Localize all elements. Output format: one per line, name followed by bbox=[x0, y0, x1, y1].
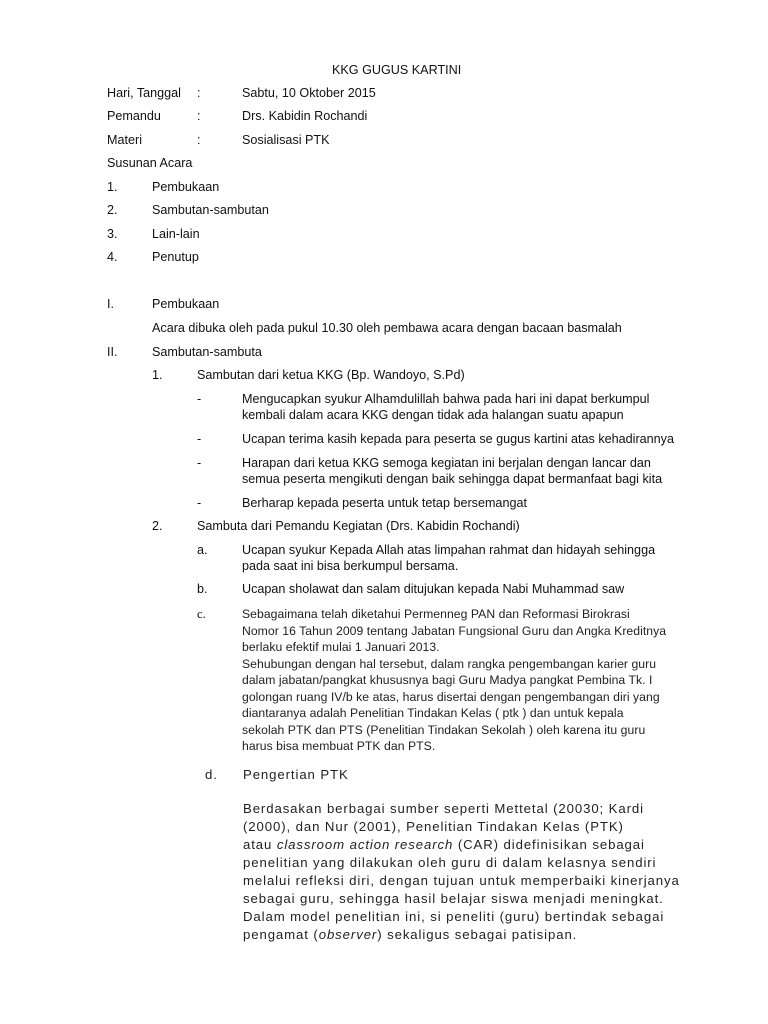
bullet-dash: - bbox=[197, 456, 202, 470]
item-d-line: sebagai guru, sehingga hasil belajar siswa menjadi meningkat. bbox=[243, 891, 664, 906]
item-d-title: Pengertian PTK bbox=[243, 767, 349, 782]
bullet-line: kembali dalam acara KKG dengan tidak ada halangan suatu apapun bbox=[242, 408, 624, 422]
item-d-mark: d. bbox=[205, 767, 218, 782]
item-a-line: pada saat ini bisa berkumpul bersama. bbox=[242, 559, 459, 573]
item-d-line: Dalam model penelitian ini, si peneliti (guru) bertindak sebagai bbox=[243, 909, 665, 924]
pemandu-colon: : bbox=[197, 109, 201, 123]
hari-colon: : bbox=[197, 86, 201, 100]
bullet-dash: - bbox=[197, 432, 202, 446]
item-a-mark: a. bbox=[197, 543, 208, 557]
item-c-mark: c. bbox=[197, 607, 206, 621]
car-term: classroom action research bbox=[276, 837, 454, 852]
bullet-line: Ucapan terima kasih kepada para peserta se gugus kartini atas kehadirannya bbox=[242, 432, 674, 446]
bullet-line: Mengucapkan syukur Alhamdulillah bahwa pada hari ini dapat berkumpul bbox=[242, 392, 650, 406]
item-c-line: dalam jabatan/pangkat khususnya bagi Guru Madya pangkat Pembina Tk. I bbox=[242, 673, 653, 687]
sub-1-number: 1. bbox=[152, 368, 163, 382]
bullet-dash: - bbox=[197, 496, 202, 510]
bullet-line: semua peserta mengikuti dengan baik sehingga dapat bermanfaat bagi kita bbox=[242, 472, 663, 486]
susunan-heading: Susunan Acara bbox=[107, 156, 193, 170]
item-d-line: penelitian yang dilakukan oleh guru di dalam kelasnya sendiri bbox=[243, 855, 657, 870]
pemandu-label: Pemandu bbox=[107, 109, 161, 123]
item-a-line: Ucapan syukur Kepada Allah atas limpahan rahmat dan hidayah sehingga bbox=[242, 543, 656, 557]
document-title: KKG GUGUS KARTINI bbox=[332, 63, 462, 77]
bullet-dash: - bbox=[197, 392, 202, 406]
hari-label: Hari, Tanggal bbox=[107, 86, 181, 100]
sub-2-title: Sambuta dari Pemandu Kegiatan (Drs. Kabidin Rochandi) bbox=[197, 519, 520, 533]
observer-term: observer bbox=[318, 927, 378, 942]
item-d-line: melalui refleksi diri, dengan tujuan untuk memperbaiki kinerjanya bbox=[243, 873, 680, 888]
item-c-line: harus bisa membuat PTK dan PTS. bbox=[242, 739, 436, 753]
item-c-line: Sebagaimana telah diketahui Permenneg PAN dan Reformasi Birokrasi bbox=[242, 607, 630, 621]
susunan-item-text: Pembukaan bbox=[152, 180, 220, 194]
section-1-text: Acara dibuka oleh pada pukul 10.30 oleh pembawa acara dengan bacaan basmalah bbox=[152, 321, 622, 335]
item-c-line: sekolah PTK dan PTS (Penelitian Tindakan Sekolah ) oleh karena itu guru bbox=[242, 723, 646, 737]
pemandu-value: Drs. Kabidin Rochandi bbox=[242, 109, 368, 123]
materi-label: Materi bbox=[107, 133, 142, 147]
item-c-line: golongan ruang IV/b ke atas, harus disertai dengan pengembangan diri yang bbox=[242, 690, 660, 704]
section-2-number: II. bbox=[107, 345, 118, 359]
susunan-item-number: 3. bbox=[107, 227, 118, 241]
susunan-item-number: 1. bbox=[107, 180, 118, 194]
hari-value: Sabtu, 10 Oktober 2015 bbox=[242, 86, 376, 100]
materi-value: Sosialisasi PTK bbox=[242, 133, 330, 147]
bullet-line: Harapan dari ketua KKG semoga kegiatan ini berjalan dengan lancar dan bbox=[242, 456, 651, 470]
bullet-line: Berharap kepada peserta untuk tetap bersemangat bbox=[242, 496, 527, 510]
materi-colon: : bbox=[197, 133, 201, 147]
sub-1-title: Sambutan dari ketua KKG (Bp. Wandoyo, S.Pd) bbox=[197, 368, 465, 382]
section-1-title: Pembukaan bbox=[152, 297, 220, 311]
susunan-item-number: 4. bbox=[107, 250, 118, 264]
item-d-line: (2000), dan Nur (2001), Penelitian Tindakan Kelas (PTK) bbox=[243, 819, 624, 834]
item-d-line: Berdasakan berbagai sumber seperti Mettetal (20030; Kardi bbox=[243, 801, 644, 816]
section-2-title: Sambutan-sambuta bbox=[152, 345, 262, 359]
sub-2-number: 2. bbox=[152, 519, 163, 533]
susunan-item-number: 2. bbox=[107, 203, 118, 217]
item-c-line: Sehubungan dengan hal tersebut, dalam rangka pengembangan karier guru bbox=[242, 657, 657, 671]
item-b-line: Ucapan sholawat dan salam ditujukan kepada Nabi Muhammad saw bbox=[242, 582, 625, 596]
susunan-item-text: Lain-lain bbox=[152, 227, 200, 241]
susunan-item-text: Penutup bbox=[152, 250, 199, 264]
item-b-mark: b. bbox=[197, 582, 208, 596]
item-c-line: Nomor 16 Tahun 2009 tentang Jabatan Fungsional Guru dan Angka Kreditnya bbox=[242, 624, 667, 638]
item-c-line: berlaku efektif mulai 1 Januari 2013. bbox=[242, 640, 440, 654]
item-c-line: diantaranya adalah Penelitian Tindakan Kelas ( ptk ) dan untuk kepala bbox=[242, 706, 624, 720]
item-d-line-car: atau classroom action research (CAR) didefinisikan sebagai bbox=[243, 837, 645, 852]
susunan-item-text: Sambutan-sambutan bbox=[152, 203, 269, 217]
item-d-line-observer: pengamat (observer) sekaligus sebagai patisipan. bbox=[243, 927, 578, 942]
section-1-number: I. bbox=[107, 297, 114, 311]
